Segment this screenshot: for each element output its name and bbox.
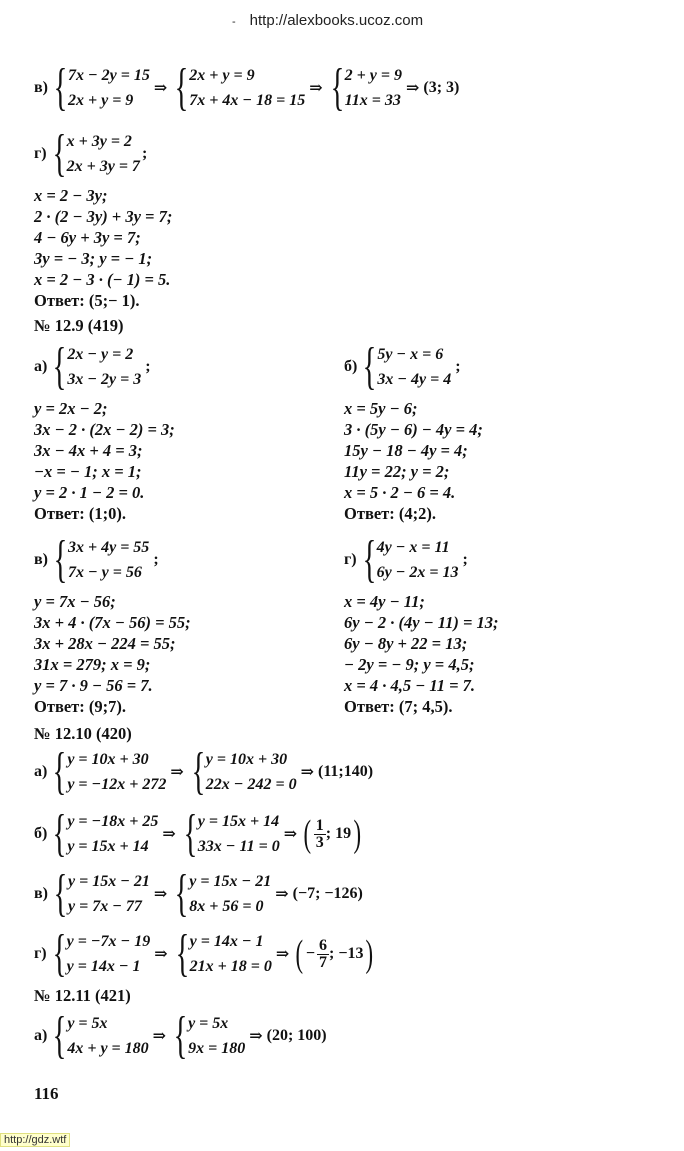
brace-icon: { [52,1007,67,1064]
brace-icon: { [53,59,68,116]
p1211-a-chain [34,1007,327,1064]
equation: y = 14x − 1 [66,958,141,975]
header-url: http://alexbooks.ucoz.com [249,12,424,29]
bullet-dot: - [232,16,236,28]
solution-line: x = 4 · 4,5 − 11 = 7. [344,676,476,695]
solution-line: x = 5y − 6; [344,399,418,418]
semicolon: ; [153,551,159,568]
numerator: 6 [319,936,328,954]
equation: 33x − 11 = 0 [197,838,280,855]
item-label: б) [344,358,358,375]
numerator: 1 [315,816,324,834]
equation: 4y − x = 11 [376,539,450,556]
solution-line: x = 4y − 11; [344,592,425,611]
equation: 2x + y = 9 [189,67,255,84]
block-g-solution [34,185,172,311]
item-label: б) [34,825,48,842]
solution-line: −x = − 1; x = 1; [34,462,142,481]
equation: y = 15x − 21 [67,873,150,890]
solution-line: 3x + 28x − 224 = 55; [34,634,176,653]
equation: y = 5x [67,1015,108,1032]
equation: 3x − 4y = 4 [377,371,452,388]
solution-line: 3y = − 3; y = − 1; [34,249,153,268]
semicolon: ; [145,358,151,375]
equation: y = 15x + 14 [67,838,149,855]
solution-line: 3x − 2 · (2x − 2) = 3; [34,420,175,439]
solution-line: 3x + 4 · (7x − 56) = 55; [34,613,191,632]
denominator: 3 [315,833,324,851]
brace-icon: { [175,925,189,982]
denominator: 7 [319,953,328,971]
p129-g-system [344,531,468,588]
implies-arrow: ⇒ [152,1028,167,1045]
item-label: а) [34,1027,48,1044]
p129-b-solution [344,398,483,524]
p1210-v-chain [34,865,363,922]
p1210-b-chain [34,805,364,862]
brace-icon: { [330,59,344,116]
solution-line: 3x − 4x + 4 = 3; [34,441,143,460]
brace-icon: { [53,531,68,588]
item-label: а) [34,358,48,375]
equation: 2x − y = 2 [67,346,134,363]
brace-icon: { [52,743,67,800]
answer-line: Ответ: (5;− 1). [34,291,140,310]
p129-v-solution [34,591,191,717]
implies-arrow: ⇒ [154,946,168,963]
brace-icon: { [52,338,67,395]
answer-line: Ответ: (1;0). [34,504,127,523]
implies-arrow: ⇒ [170,764,184,781]
item-label: г) [34,945,47,962]
problem-title: № 12.11 (421) [34,986,131,1005]
problem-title: № 12.10 (420) [34,724,132,743]
solution-line: − 2y = − 9; y = 4,5; [344,655,475,674]
equation: 21x + 18 = 0 [189,958,272,975]
brace-icon: { [173,1007,188,1064]
equation: y = 5x [188,1015,229,1032]
solution-line: y = 2 · 1 − 2 = 0. [34,483,145,502]
answer-tail: ; 19 [325,825,352,842]
page-number: 116 [34,1084,59,1103]
solution-line: 11y = 22; y = 2; [344,462,450,481]
item-label: а) [34,763,48,780]
brace-icon: { [191,743,206,800]
solution-line: 2 · (2 − 3y) + 3y = 7; [34,207,173,226]
right-paren: ) [366,933,374,975]
answer: (20; 100) [266,1027,327,1044]
implies-arrow: ⇒ [153,886,168,903]
item-label: г) [344,551,357,568]
p129-v-system [34,531,159,588]
implies-arrow: ⇒ [153,80,168,97]
equation: 2 + y = 9 [344,67,402,84]
equation: 3x − 2y = 3 [67,371,142,388]
problem-title: № 12.9 (419) [34,316,124,335]
implies-arrow: ⇒ [283,826,298,843]
equation: 9x = 180 [188,1040,246,1057]
equation: y = 10x + 30 [205,751,288,768]
implies-arrow: ⇒ [300,764,314,781]
solution-line: y = 7 · 9 − 56 = 7. [34,676,153,695]
equation: y = −7x − 19 [66,933,151,950]
left-paren: ( [303,813,312,855]
implies-arrow: ⇒ [249,1028,263,1045]
implies-arrow: ⇒ [162,826,176,843]
equation: y = 14x − 1 [189,933,264,950]
fraction [317,938,329,971]
equation: 5y − x = 6 [377,346,444,363]
item-label: г) [34,145,47,162]
semicolon: ; [462,551,468,568]
equation: 7x − y = 56 [67,564,142,581]
p129-b-system [344,338,461,395]
block-g-system [34,125,148,182]
equation: 8x + 56 = 0 [189,898,264,915]
solution-line: x = 5 · 2 − 6 = 4. [344,483,456,502]
solution-line: 6y − 8y + 22 = 13; [344,634,468,653]
brace-icon: { [183,805,198,862]
solution-line: 4 − 6y + 3y = 7; [34,228,141,247]
equation: y = −12x + 272 [67,776,167,793]
brace-icon: { [53,865,68,922]
answer-line: Ответ: (9;7). [34,697,127,716]
right-paren: ) [353,813,362,855]
p129-g-solution [344,591,499,717]
brace-icon: { [52,125,66,182]
solution-line: 6y − 2 · (4y − 11) = 13; [344,613,499,632]
answer: (−7; −126) [292,885,363,902]
equation: 4x + y = 180 [67,1040,149,1057]
fraction [314,818,326,851]
implies-arrow: ⇒ [309,80,323,97]
item-label: в) [34,79,48,96]
p129-a-solution [34,398,175,524]
brace-icon: { [174,59,189,116]
left-paren: ( [295,933,304,975]
p129-a-system [34,338,151,395]
equation: 7x + 4x − 18 = 15 [189,92,306,109]
answer-tail: ; −13 [329,945,364,962]
semicolon: ; [141,145,148,162]
block-v-system-chain [34,59,460,116]
answer-line: Ответ: (4;2). [344,504,437,523]
item-label: в) [34,551,48,568]
equation: x + 3y = 2 [66,133,132,150]
equation: y = 15x + 14 [197,813,280,830]
answer: (3; 3) [423,79,460,96]
equation: 3x + 4y = 55 [67,539,150,556]
solution-line: 15y − 18 − 4y = 4; [344,441,468,460]
equation: y = −18x + 25 [67,813,159,830]
solution-line: 3 · (5y − 6) − 4y = 4; [344,420,483,439]
answer: (11;140) [317,763,374,780]
brace-icon: { [52,925,66,982]
equation: 7x − 2y = 15 [67,67,150,84]
equation: 2x + 3y = 7 [66,158,140,175]
item-label: в) [34,885,48,902]
equation: 6y − 2x = 13 [376,564,459,581]
solution-line: x = 2 − 3 · (− 1) = 5. [34,270,171,289]
p1210-a-chain [34,743,374,800]
equation: 11x = 33 [344,92,401,109]
semicolon: ; [455,358,461,375]
brace-icon: { [174,865,189,922]
brace-icon: { [362,338,377,395]
implies-arrow: ⇒ [275,946,290,963]
solution-line: 31x = 279; x = 9; [34,655,151,674]
implies-arrow: ⇒ [275,886,289,903]
brace-icon: { [362,531,376,588]
solution-line: x = 2 − 3y; [34,186,108,205]
solution-line: y = 7x − 56; [34,592,116,611]
equation: 22x − 242 = 0 [205,776,297,793]
answer-line: Ответ: (7; 4,5). [344,697,453,716]
equation: y = 15x − 21 [189,873,272,890]
equation: 2x + y = 9 [67,92,134,109]
equation: y = 10x + 30 [67,751,149,768]
brace-icon: { [52,805,67,862]
equation: y = 7x − 77 [67,898,142,915]
p1210-g-chain [34,925,376,982]
footer-link[interactable]: http://gdz.wtf [0,1133,70,1147]
solution-line: y = 2x − 2; [34,399,108,418]
minus-sign: − [305,945,316,962]
implies-arrow: ⇒ [405,80,420,97]
